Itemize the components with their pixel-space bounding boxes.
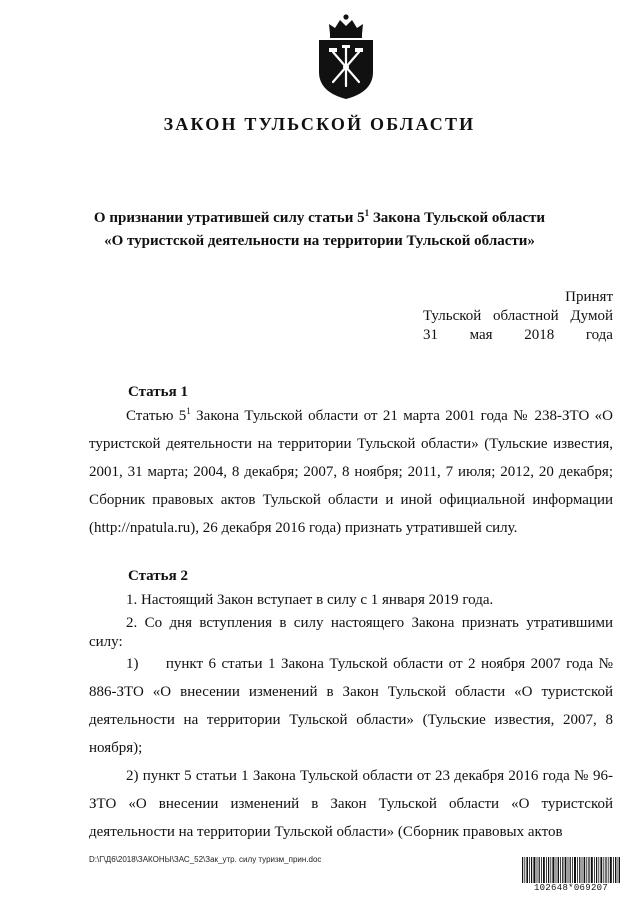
adopted-by: Тульской областной Думой [423,308,613,324]
subtitle-line-2: «О туристской деятельности на территории Тульской области» [104,233,535,249]
article-2-heading: Статья 2 [128,568,188,584]
tula-coat-of-arms-icon [313,14,379,100]
barcode-number: 102648*069207 [522,883,620,893]
file-path: D:\Г\Д6\2018\ЗАКОНЫ\ЗАС_52\Зак_утр. силу туризм_прин.doc [89,855,322,864]
article-2-paragraph-4: 2) пункт 5 статьи 1 Закона Тульской области от 23 декабря 2016 года № 96-ЗТО «О внесении изменений в Закон Тульской области «О туристской деятельности на территории Тульской области» (Сборник правовых актов [89,768,613,840]
article-2-paragraph-1: 1. Настоящий Закон вступает в силу с 1 января 2019 года. [126,592,494,608]
adoption-block [423,288,613,345]
article-2-paragraph-2: 2. Со дня вступления в силу настоящего Закона признать утратившими силу: [89,615,613,650]
article-1-heading: Статья 1 [128,384,188,400]
adopted-date: 31 мая 2018 года [423,327,613,343]
article-2-paragraph-3: 1) пункт 6 статьи 1 Закона Тульской области от 2 ноября 2007 года № 886-ЗТО «О внесении изменений в Закон Тульской области «О туристской деятельности на территории Тульской области» (Тульские известия, 2007, 8 ноября); [89,656,613,756]
adopted-label: Принят [565,289,613,305]
article-1-text: Статью $5^1$ Закона Тульской области от 21 марта 2001 года № 238-ЗТО «О туристской деятельности на территории Тульской области» (Тульские известия, 2001, 31 марта; 2004, 8 декабря; 2007, 8 ноября; 2011, 7 июля; 2012, 20 декабря; Сборник правовых актов Тульской области и иной официальной информации (http://npatula.ru), 26 декабря 2016 года) признать утратившей силу. [89,406,613,536]
law-subtitle [0,207,639,253]
subtitle-line-1: О признании утратившей силу статьи $5^1$ Закона Тульской области [93,208,546,226]
law-title: ЗАКОН ТУЛЬСКОЙ ОБЛАСТИ [163,114,476,134]
